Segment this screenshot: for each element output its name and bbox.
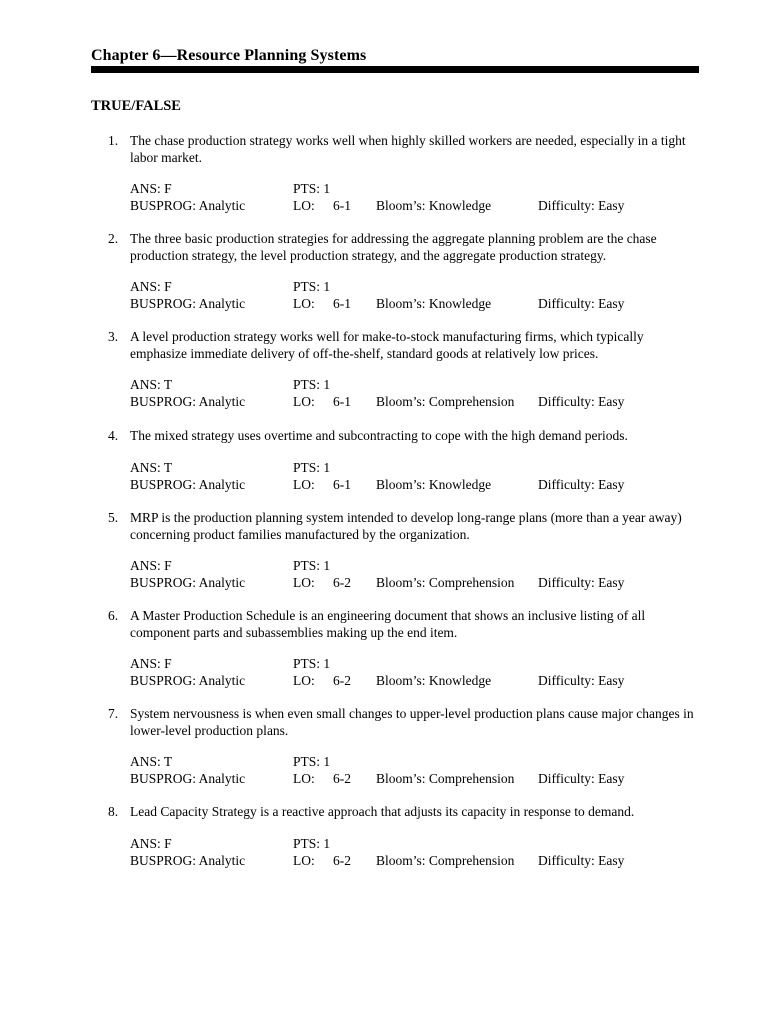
question-line (91, 231, 703, 264)
answer-metadata (130, 279, 703, 313)
question-item (91, 329, 703, 411)
question-line (91, 706, 703, 739)
question-line (91, 133, 703, 166)
question-number: 1. (108, 133, 119, 148)
answer-row (130, 377, 703, 394)
question-line (91, 428, 703, 445)
answer-row (130, 754, 703, 771)
answer-metadata (130, 656, 703, 690)
difficulty-value: Difficulty: Easy (538, 673, 625, 688)
lo-label: LO: (293, 296, 315, 311)
lo-value: 6-1 (333, 394, 351, 409)
answer-value: ANS: T (130, 459, 173, 475)
classification-row (130, 853, 703, 870)
lo-label: LO: (293, 476, 315, 492)
blooms-value: Bloom’s: Comprehension (376, 771, 515, 786)
points-value: PTS: 1 (293, 656, 331, 671)
question-item (91, 510, 703, 592)
question-item (91, 608, 703, 690)
classification-row (130, 673, 703, 690)
blooms-value: Bloom’s: Comprehension (376, 394, 515, 409)
question-text: The three basic production strategies for addressing the aggregate planning problem are the chase production strategy, the level production strategy, and the aggregate production strategy. (130, 231, 657, 263)
question-line (91, 804, 703, 821)
points-value: PTS: 1 (293, 377, 331, 392)
answer-row (130, 656, 703, 673)
classification-row (130, 394, 703, 411)
lo-label: LO: (293, 575, 315, 590)
answer-metadata (130, 836, 703, 870)
question-text: The mixed strategy uses overtime and subcontracting to cope with the high demand periods. (130, 428, 628, 443)
difficulty-value: Difficulty: Easy (538, 394, 625, 409)
answer-metadata (130, 377, 703, 411)
classification-row (130, 198, 703, 215)
lo-value: 6-2 (333, 852, 351, 868)
busprog-value: BUSPROG: Analytic (130, 575, 246, 590)
answer-value: ANS: F (130, 835, 172, 851)
lo-label: LO: (293, 394, 315, 409)
question-text: A level production strategy works well for make-to-stock manufacturing firms, which typically emphasize immediate delivery of off-the-shelf, standard goods at relatively low prices. (130, 329, 644, 361)
answer-row (130, 279, 703, 296)
busprog-value: BUSPROG: Analytic (130, 198, 246, 213)
busprog-value: BUSPROG: Analytic (130, 394, 246, 409)
difficulty-value: Difficulty: Easy (538, 198, 625, 213)
blooms-value: Bloom’s: Comprehension (376, 575, 515, 590)
answer-metadata (130, 558, 703, 592)
difficulty-value: Difficulty: Easy (538, 771, 625, 786)
points-value: PTS: 1 (293, 279, 331, 294)
question-item (91, 804, 703, 870)
answer-row (130, 558, 703, 575)
difficulty-value: Difficulty: Easy (538, 296, 625, 311)
blooms-value: Bloom’s: Comprehension (376, 852, 515, 868)
classification-row (130, 296, 703, 313)
question-item (91, 706, 703, 788)
blooms-value: Bloom’s: Knowledge (376, 198, 492, 213)
answer-value: ANS: F (130, 181, 172, 196)
section-heading: TRUE/FALSE (91, 98, 181, 114)
question-number: 3. (108, 329, 119, 344)
lo-value: 6-1 (333, 296, 351, 311)
question-text: The chase production strategy works well when highly skilled workers are needed, especially in a tight labor market. (130, 133, 686, 165)
title-rule (91, 66, 699, 73)
question-number: 7. (108, 706, 119, 721)
answer-value: ANS: T (130, 377, 173, 392)
lo-label: LO: (293, 673, 315, 688)
question-number: 8. (108, 804, 119, 819)
question-text: MRP is the production planning system intended to develop long-range plans (more than a year away) concerning product families manufactured by the organization. (130, 510, 682, 542)
blooms-value: Bloom’s: Knowledge (376, 673, 492, 688)
busprog-value: BUSPROG: Analytic (130, 852, 246, 868)
answer-row (130, 181, 703, 198)
points-value: PTS: 1 (293, 459, 331, 475)
difficulty-value: Difficulty: Easy (538, 852, 625, 868)
question-number: 5. (108, 510, 119, 525)
classification-row (130, 575, 703, 592)
lo-value: 6-2 (333, 771, 351, 786)
difficulty-value: Difficulty: Easy (538, 476, 625, 492)
points-value: PTS: 1 (293, 558, 331, 573)
answer-value: ANS: F (130, 558, 172, 573)
points-value: PTS: 1 (293, 181, 331, 196)
question-text: Lead Capacity Strategy is a reactive approach that adjusts its capacity in response to demand. (130, 804, 635, 819)
busprog-value: BUSPROG: Analytic (130, 771, 246, 786)
answer-row (130, 836, 703, 853)
question-line (91, 510, 703, 543)
question-text: A Master Production Schedule is an engineering document that shows an inclusive listing of all component parts and subassemblies making up the end item. (130, 608, 646, 640)
question-item (91, 231, 703, 313)
answer-value: ANS: T (130, 754, 173, 769)
question-text: System nervousness is when even small changes to upper-level production plans cause major changes in lower-level production plans. (130, 706, 694, 738)
busprog-value: BUSPROG: Analytic (130, 476, 246, 492)
blooms-value: Bloom’s: Knowledge (376, 476, 492, 492)
question-number: 6. (108, 608, 119, 623)
lo-label: LO: (293, 771, 315, 786)
answer-value: ANS: F (130, 279, 172, 294)
question-item (91, 133, 703, 215)
answer-value: ANS: F (130, 656, 172, 671)
answer-metadata (130, 181, 703, 215)
difficulty-value: Difficulty: Easy (538, 575, 625, 590)
classification-row (130, 477, 703, 494)
lo-label: LO: (293, 852, 315, 868)
lo-value: 6-1 (333, 476, 351, 492)
answer-metadata (130, 460, 703, 494)
question-number: 4. (108, 428, 119, 443)
chapter-title: Chapter 6—Resource Planning Systems (91, 47, 367, 64)
question-line (91, 608, 703, 641)
lo-value: 6-2 (333, 673, 351, 688)
question-number: 2. (108, 231, 119, 246)
blooms-value: Bloom’s: Knowledge (376, 296, 492, 311)
question-item (91, 428, 703, 494)
busprog-value: BUSPROG: Analytic (130, 673, 246, 688)
busprog-value: BUSPROG: Analytic (130, 296, 246, 311)
lo-value: 6-1 (333, 198, 351, 213)
answer-row (130, 460, 703, 477)
classification-row (130, 771, 703, 788)
question-line (91, 329, 703, 362)
answer-metadata (130, 754, 703, 788)
points-value: PTS: 1 (293, 754, 331, 769)
points-value: PTS: 1 (293, 835, 331, 851)
lo-value: 6-2 (333, 575, 351, 590)
lo-label: LO: (293, 198, 315, 213)
